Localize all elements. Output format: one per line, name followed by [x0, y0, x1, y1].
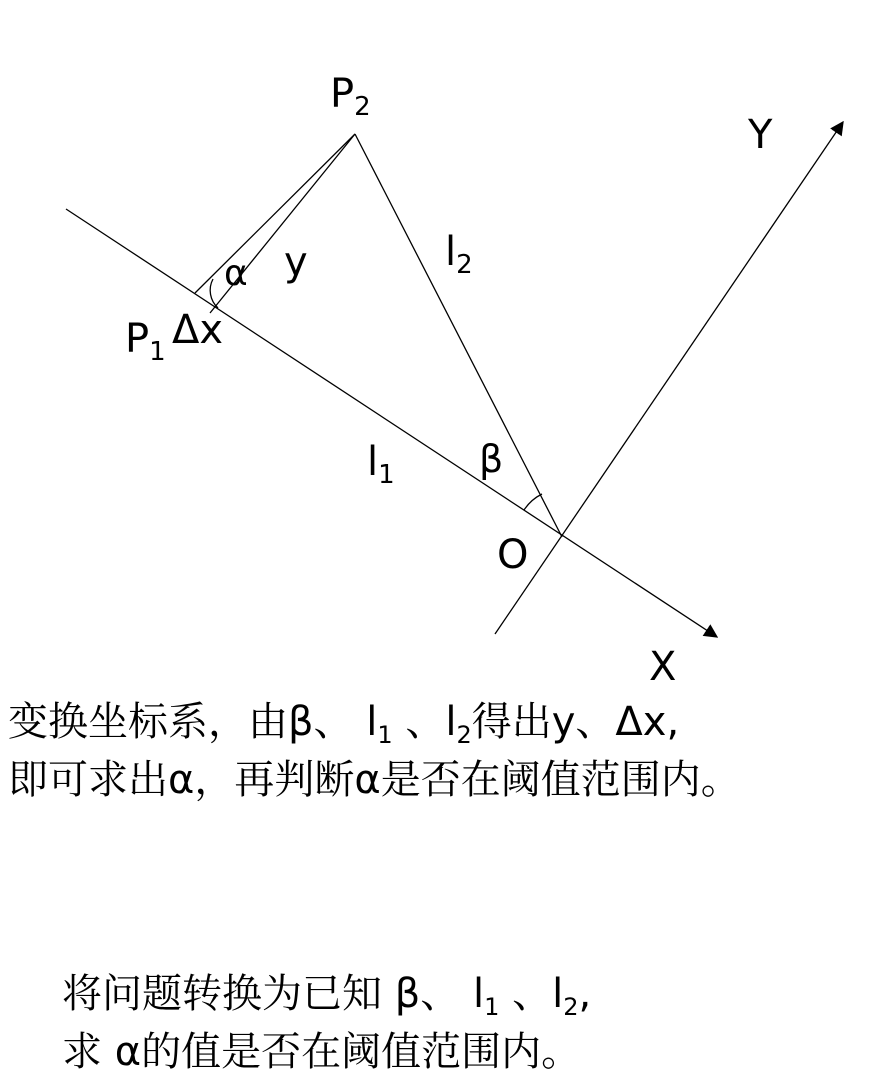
beta-label: β [479, 437, 504, 481]
x-axis-line [66, 209, 717, 637]
p1-label: $P_1$ [125, 316, 166, 367]
y-axis-label: Y [748, 112, 773, 158]
delta-x-label: Δx [172, 307, 224, 353]
caption-line-4: 求 α的值是否在阈值范围内。 [62, 1029, 582, 1075]
y-side-label: y [284, 239, 308, 285]
l2-label: $l_2$ [445, 229, 473, 280]
l1-label: $l_1$ [367, 439, 395, 490]
alpha-label: α [224, 253, 248, 294]
y-axis-line [495, 122, 843, 634]
segment-p1-p2 [195, 134, 355, 293]
caption-line-1: 变换坐标系，由β、 $l_1$ 、$l_2$得出y、Δx, [8, 699, 680, 749]
x-axis-label: X [649, 644, 677, 690]
p2-label: $P_2$ [330, 71, 371, 122]
caption-line-2: 即可求出α，再判断α是否在阈值范围内。 [8, 757, 741, 803]
origin-label: O [497, 532, 529, 578]
beta-angle-arc [524, 494, 542, 510]
caption-line-3: 将问题转换为已知 β、 $l_1$ 、$l_2$, [62, 971, 592, 1021]
